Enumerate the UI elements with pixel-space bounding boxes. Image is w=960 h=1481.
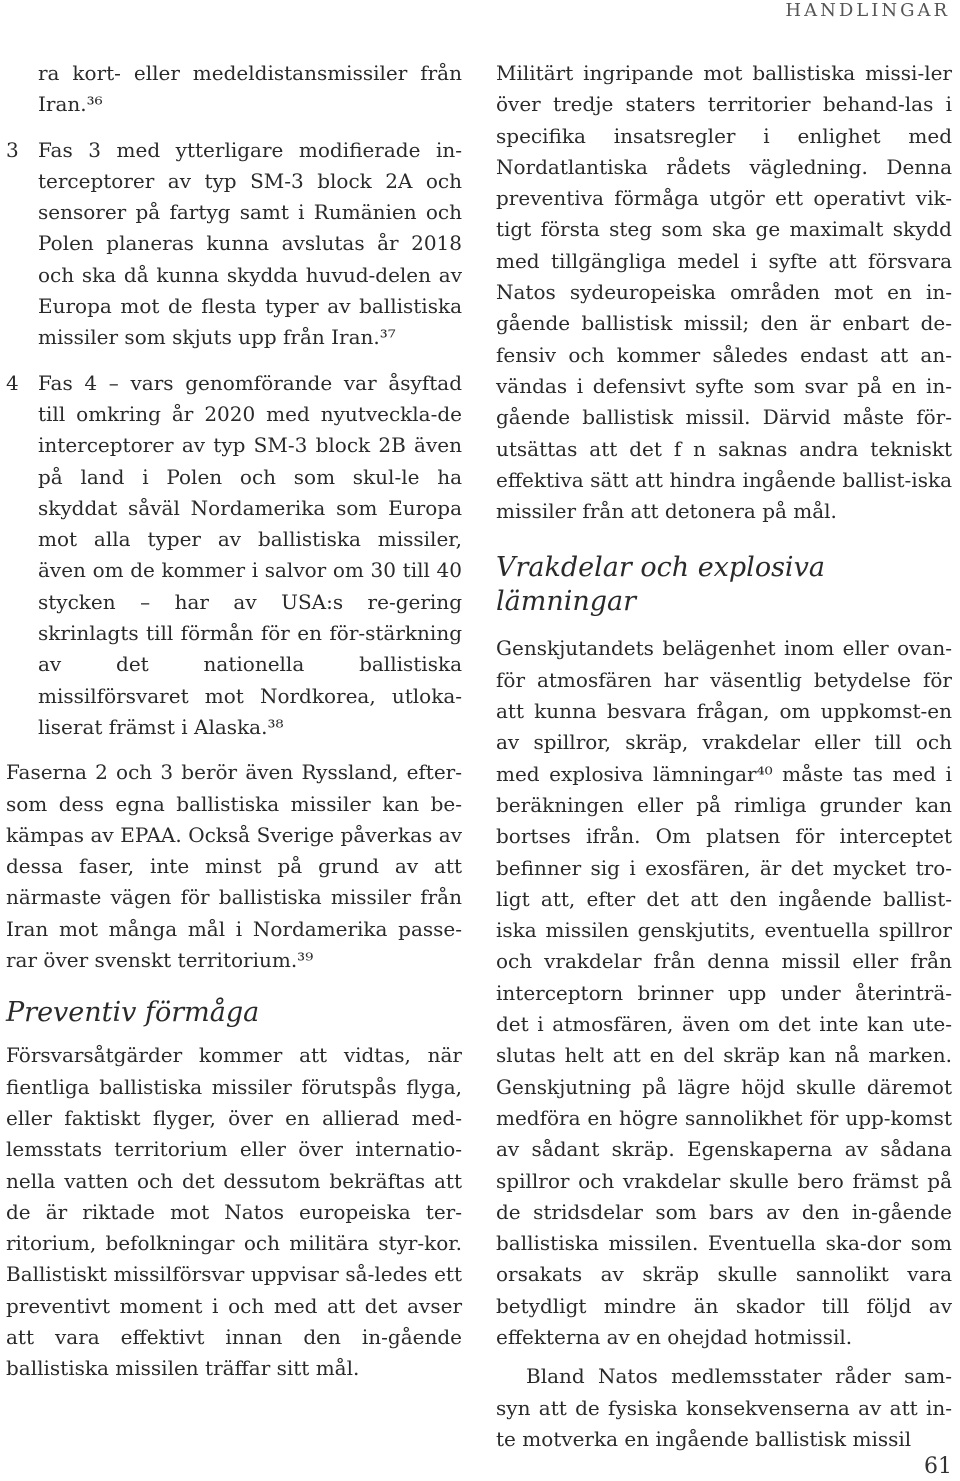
list-item-continuation: ra kort- eller medeldistansmissiler från Iran.³⁶ — [38, 61, 462, 117]
section-heading: Vrakdelar och explosiva lämningar — [496, 552, 825, 618]
page-number: 61 — [924, 1454, 952, 1479]
body-paragraph: Bland Natos medlemsstater råder sam-syn att de fysiska konsekvenserna av att in-te motverka en ingående ballistisk missil — [496, 1364, 952, 1451]
list-number: 4 — [6, 370, 19, 395]
list-item-text: Fas 3 med ytterligare modifierade in-terceptorer av typ SM-3 block 2A och sensorer på fartyg samt i Rumänien och Polen planeras kunna avslutas år 2018 och ska då kunna skydda huvud-delen av Europa mot de flesta typer av ballistiska missiler som skjuts upp från Iran.³⁷ — [38, 137, 462, 350]
running-head: HANDLINGAR — [785, 0, 950, 21]
list-item-phase-3 — [6, 135, 462, 354]
list-item-phase-4 — [6, 368, 462, 744]
body-paragraph: Faserna 2 och 3 berör även Ryssland, efter-som dess egna ballistiska missiler kan be-kämpas av EPAA. Också Sverige påverkas av dessa faser, inte minst på grund av att närmaste vägen för ballistiska missiler från Iran mot många mål i Nordamerika passe-rar över svenskt territorium.³⁹ — [6, 760, 462, 973]
right-column — [496, 58, 952, 1455]
body-paragraph: Genskjutandets belägenhet inom eller ovan-för atmosfären har väsentlig betydelse för att kunna besvara frågan, om uppkomst-en av spillror, skräp, vrakdelar eller till och med explosiva lämningar⁴⁰ måste tas med i beräkningen eller på rimliga grunder kan bortses ifrån. Om platsen för interceptet befinner sig i exosfären, är det mycket tro-ligt att, efter det att den ingående ballist-iska missilen genskjutits, eventuella spillror och vrakdelar från denna missil eller från interceptorn brinner upp under återinträ-det i atmosfären, även om det inte kan ute-slutas helt att en del skräp kan nå marken. Genskjutning på lägre höjd skulle däremot medföra en högre sannolikhet för upp-komst av sådant skräp. Egenskaperna av sådana spillror och vrakdelar skulle bero främst på de stridsdelar som bars av den in-gående ballistiska missilen. Eventuella ska-dor som orsakats av skräp skulle sannolikt vara betydligt mindre än skador till följd av effekterna av en ohejdad hotmissil. — [496, 636, 952, 1349]
list-number: 3 — [6, 137, 19, 162]
left-column — [6, 58, 462, 1385]
list-item-text: Fas 4 – vars genomförande var åsyftad till omkring år 2020 med nyutveckla-de interceptorer av typ SM-3 block 2B även på land i Polen och som skul-le ha skyddat såväl Nordamerika som Europa mot alla typer av ballistiska missiler, även om de kommer i salvor om 30 till 40 stycken – har av USA:s re-gering skrinlagts till förmån för en för-stärkning av det nationella ballistiska missilförsvaret mot Nordkorea, utloka-liserat främst i Alaska.³⁸ — [38, 370, 462, 739]
body-paragraph: Militärt ingripande mot ballistiska missi-ler över tredje staters territorier behand-las i specifika insatsregler i enlighet med Nordatlantiska rådets vägledning. Denna preventiva förmåga utgör ett operativt vik-tigt första steg som ska ge maximalt skydd med tillgängliga medel i syfte att försvara Natos sydeuropeiska områden mot en in-gående ballistisk missil; den är enbart de-fensiv och kommer således endast att an-vändas i defensivt syfte som svar på en in-gående ballistisk missil. Därvid måste för-utsättas att det f n saknas andra tekniskt effektiva sätt att hindra ingående ballist-iska missiler från att detonera på mål. — [496, 61, 952, 524]
section-heading: Preventiv förmåga — [6, 997, 260, 1029]
body-paragraph: Försvarsåtgärder kommer att vidtas, när fientliga ballistiska missiler förutspås flyga, eller faktiskt flyger, över en allierad med-lemsstats territorium eller över internatio-nella vatten och det dessutom bekräftas att de är riktade mot Natos europeiska ter-ritorium, befolkningar och militära styr-kor. Ballistiskt missilförsvar uppvisar så-ledes ett preventivt moment i och med att det avser att vara effektivt innan den in-gående ballistiska missilen träffar sitt mål. — [6, 1043, 462, 1381]
